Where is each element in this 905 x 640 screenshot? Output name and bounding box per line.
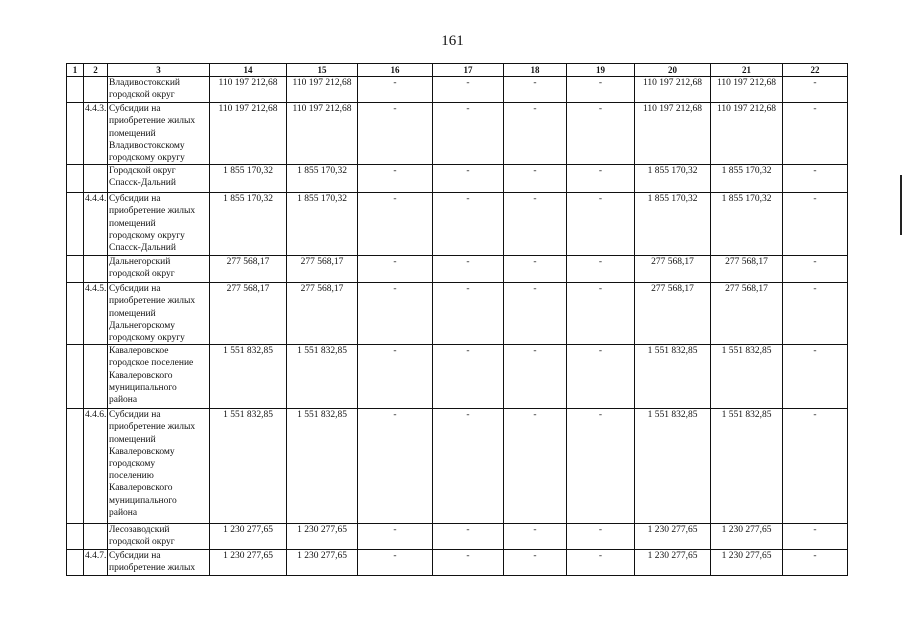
row-col-1 [67,77,84,103]
cell-col-16: - [358,283,433,345]
description-line: городскому округу [109,153,185,164]
cell-col-18: - [504,524,567,550]
cell-col-18: - [504,409,567,524]
row-description [108,103,210,165]
cell-col-22: - [783,345,848,409]
cell-col-15: 110 197 212,68 [287,103,358,165]
table-row [67,103,848,165]
cell-col-21: 1 551 832,85 [711,345,783,409]
cell-col-19: - [567,77,635,103]
cell-col-17: - [433,77,504,103]
row-number: 4.4.5. [84,283,108,345]
cell-col-17: - [433,165,504,193]
cell-col-17: - [433,524,504,550]
description-line: Субсидии на [109,194,161,205]
cell-col-18: - [504,193,567,256]
cell-col-15: 277 568,17 [287,256,358,283]
cell-col-20: 1 551 832,85 [635,345,711,409]
cell-col-22: - [783,193,848,256]
cell-col-19: - [567,524,635,550]
column-header-3: 3 [108,64,210,77]
row-description [108,283,210,345]
description-line: приобретение жилых [109,296,196,307]
row-number [84,345,108,409]
cell-col-14: 1 855 170,32 [210,165,287,193]
column-header-10: 20 [635,64,711,77]
column-header-1: 1 [67,64,84,77]
row-col-1 [67,345,84,409]
cell-col-20: 1 551 832,85 [635,409,711,524]
description-line: Городской округ [109,166,176,177]
row-col-1 [67,256,84,283]
table-row [67,193,848,256]
description-line: приобретение жилых [109,422,196,433]
description-line: Дальнегорский [109,257,171,268]
cell-col-14: 1 230 277,65 [210,524,287,550]
cell-col-19: - [567,409,635,524]
description-line: городскому [109,459,156,470]
row-number: 4.4.6. [84,409,108,524]
description-line: Владивостокский [109,78,180,89]
cell-col-16: - [358,345,433,409]
description-line: помещений [109,434,156,445]
cell-col-15: 110 197 212,68 [287,77,358,103]
table-row [67,165,848,193]
cell-col-18: - [504,256,567,283]
cell-col-19: - [567,193,635,256]
description-line: городской округ [109,90,175,101]
description-line: Лесозаводский [109,525,170,536]
column-header-9: 19 [567,64,635,77]
cell-col-22: - [783,524,848,550]
cell-col-15: 1 230 277,65 [287,524,358,550]
description-line: городской округ [109,537,175,548]
cell-col-18: - [504,165,567,193]
column-header-11: 21 [711,64,783,77]
row-number: 4.4.3. [84,103,108,165]
cell-col-22: - [783,256,848,283]
description-line: помещений [109,218,156,229]
cell-col-22: - [783,103,848,165]
description-line: Спасск-Дальний [109,178,176,189]
cell-col-17: - [433,256,504,283]
row-number: 4.4.4. [84,193,108,256]
cell-col-21: 277 568,17 [711,256,783,283]
cell-col-14: 1 855 170,32 [210,193,287,256]
cell-col-18: - [504,345,567,409]
table-row [67,409,848,524]
column-header-2: 2 [84,64,108,77]
cell-col-18: - [504,77,567,103]
description-line: городской округ [109,269,175,280]
row-number [84,256,108,283]
cell-col-21: 1 230 277,65 [711,524,783,550]
cell-col-17: - [433,409,504,524]
table-row [67,77,848,103]
cell-col-17: - [433,103,504,165]
cell-col-14: 1 551 832,85 [210,345,287,409]
cell-col-18: - [504,103,567,165]
row-number [84,524,108,550]
row-col-1 [67,103,84,165]
cell-col-14: 277 568,17 [210,283,287,345]
row-description [108,550,210,576]
cell-col-16: - [358,103,433,165]
cell-col-22: - [783,550,848,576]
description-line: Кавалеровскому [109,446,175,457]
column-header-4: 14 [210,64,287,77]
column-header-8: 18 [504,64,567,77]
cell-col-14: 1 551 832,85 [210,409,287,524]
description-line: помещений [109,308,156,319]
cell-col-15: 1 230 277,65 [287,550,358,576]
description-line: городское поселение [109,358,194,369]
cell-col-20: 277 568,17 [635,256,711,283]
row-col-1 [67,193,84,256]
table-row [67,345,848,409]
cell-col-20: 110 197 212,68 [635,77,711,103]
row-description [108,524,210,550]
column-header-12: 22 [783,64,848,77]
cell-col-20: 1 230 277,65 [635,550,711,576]
description-line: Субсидии на [109,284,161,295]
budget-table [66,63,848,576]
cell-col-15: 1 855 170,32 [287,193,358,256]
cell-col-16: - [358,256,433,283]
cell-col-16: - [358,77,433,103]
cell-col-14: 110 197 212,68 [210,77,287,103]
row-description [108,256,210,283]
row-col-1 [67,409,84,524]
cell-col-21: 110 197 212,68 [711,77,783,103]
cell-col-17: - [433,550,504,576]
cell-col-22: - [783,283,848,345]
description-line: помещений [109,128,156,139]
cell-col-16: - [358,193,433,256]
description-line: городскому округу [109,230,185,241]
row-description [108,77,210,103]
table-row [67,256,848,283]
cell-col-21: 1 855 170,32 [711,193,783,256]
cell-col-16: - [358,409,433,524]
cell-col-20: 110 197 212,68 [635,103,711,165]
row-col-1 [67,524,84,550]
cell-col-15: 1 551 832,85 [287,409,358,524]
table-row [67,524,848,550]
cell-col-16: - [358,550,433,576]
column-header-5: 15 [287,64,358,77]
description-line: Субсидии на [109,410,161,421]
description-line: Кавалеровское [109,346,169,357]
description-line: Кавалеровского [109,370,173,381]
row-number: 4.4.7. [84,550,108,576]
table-row [67,550,848,576]
description-line: района [109,507,138,518]
row-description [108,409,210,524]
cell-col-20: 1 855 170,32 [635,165,711,193]
cell-col-22: - [783,165,848,193]
cell-col-21: 1 551 832,85 [711,409,783,524]
cell-col-20: 1 855 170,32 [635,193,711,256]
row-number [84,77,108,103]
page-number: 161 [441,33,464,49]
cell-col-15: 277 568,17 [287,283,358,345]
column-header-6: 16 [358,64,433,77]
row-description [108,165,210,193]
column-header-7: 17 [433,64,504,77]
description-line: муниципального [109,382,177,393]
description-line: Кавалеровского [109,483,173,494]
cell-col-19: - [567,550,635,576]
table-body [67,77,848,576]
row-col-1 [67,550,84,576]
cell-col-21: 110 197 212,68 [711,103,783,165]
description-line: Владивостокскому [109,140,185,151]
cell-col-21: 1 855 170,32 [711,165,783,193]
cell-col-16: - [358,524,433,550]
description-line: Спасск-Дальний [109,243,176,254]
cell-col-21: 277 568,17 [711,283,783,345]
cell-col-17: - [433,193,504,256]
cell-col-20: 1 230 277,65 [635,524,711,550]
cell-col-19: - [567,345,635,409]
cell-col-22: - [783,409,848,524]
cell-col-19: - [567,165,635,193]
description-line: Субсидии на [109,551,161,562]
table-row [67,283,848,345]
cell-col-14: 110 197 212,68 [210,103,287,165]
cell-col-19: - [567,256,635,283]
description-line: муниципального [109,495,177,506]
description-line: Дальнегорскому [109,320,175,331]
cell-col-18: - [504,283,567,345]
cell-col-17: - [433,345,504,409]
description-line: района [109,395,138,406]
description-line: приобретение жилых [109,563,196,574]
cell-col-19: - [567,103,635,165]
cell-col-14: 277 568,17 [210,256,287,283]
row-number [84,165,108,193]
description-line: приобретение жилых [109,206,196,217]
description-line: городскому округу [109,333,185,344]
cell-col-18: - [504,550,567,576]
cell-col-22: - [783,77,848,103]
cell-col-15: 1 551 832,85 [287,345,358,409]
header-row [67,64,848,77]
description-line: Субсидии на [109,104,161,115]
description-line: приобретение жилых [109,116,196,127]
row-col-1 [67,283,84,345]
scan-edge-mark [900,175,902,235]
description-line: поселению [109,471,154,482]
cell-col-17: - [433,283,504,345]
cell-col-20: 277 568,17 [635,283,711,345]
row-col-1 [67,165,84,193]
cell-col-15: 1 855 170,32 [287,165,358,193]
cell-col-16: - [358,165,433,193]
row-description [108,193,210,256]
row-description [108,345,210,409]
cell-col-14: 1 230 277,65 [210,550,287,576]
cell-col-21: 1 230 277,65 [711,550,783,576]
cell-col-19: - [567,283,635,345]
